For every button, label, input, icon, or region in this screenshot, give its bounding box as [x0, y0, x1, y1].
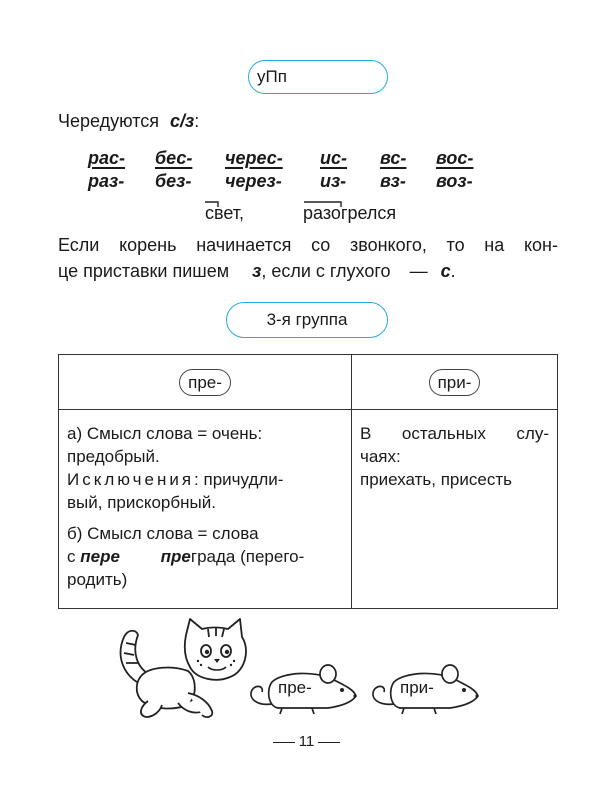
rule-line-2: [58, 258, 558, 284]
exceptions-text: : причудли-: [194, 470, 284, 489]
header-cell-pre: [59, 355, 352, 410]
prefix-mark-icon: [204, 201, 220, 227]
example-svet-rest: вет,: [214, 203, 245, 223]
mouse-pri-label: при-: [400, 678, 434, 697]
example-razogrelsya: [303, 200, 396, 226]
pri-rule-3: приехать, присесть: [360, 470, 512, 489]
prefix-voiced: воз-: [436, 171, 473, 191]
intro-text: Чередуются: [58, 111, 160, 131]
prefix-voiceless: рас-: [88, 148, 126, 168]
prefix-voiceless: ис-: [320, 148, 347, 168]
pre-rule-b3: родить): [67, 570, 128, 589]
rule-line-1: Если корень начинается со звонкого, то на кон-: [58, 235, 558, 255]
prefix-voiced: из-: [320, 171, 347, 191]
prefix-voiceless: вс-: [380, 148, 407, 168]
page-number: [0, 733, 613, 750]
example-razo-prefix: разо: [303, 203, 341, 223]
pri-rule-2: чаях:: [360, 447, 401, 466]
mouse-pre-label: пре-: [278, 678, 312, 697]
prefix-voiceless: черес-: [225, 148, 283, 168]
example-svet: [205, 200, 244, 226]
rule-dash: —: [409, 261, 428, 281]
pre-exceptions-2: вый, прискорбный.: [67, 493, 216, 512]
intro-colon: :: [194, 111, 200, 131]
pre-exceptions: [67, 468, 345, 491]
exceptions-label: Исключения: [67, 470, 195, 489]
cat-illustration: [112, 615, 252, 720]
prefix-rules-table: [58, 354, 558, 609]
pre-rule-b2-pere: пере: [80, 547, 120, 566]
intro-letters: с/з: [170, 111, 195, 131]
mouse-pre: [242, 660, 360, 720]
pre-rule-a1: а) Смысл слова = очень:: [67, 424, 263, 443]
prefix-voiced: вз-: [380, 171, 406, 191]
page-number-dash-right: [318, 742, 340, 743]
rule-line-2b: , если с глухого: [261, 261, 391, 281]
header-box: [248, 60, 388, 94]
group-3-box: [226, 302, 388, 338]
alternation-intro: [58, 108, 199, 134]
group-3-label: 3-я группа: [266, 310, 348, 329]
pre-rule-b2-pre: пре: [160, 547, 191, 566]
prefix-mark-icon: [303, 201, 345, 211]
pre-rule-a2: предобрый.: [67, 447, 160, 466]
header-box-label: уПп: [257, 67, 287, 86]
prefix-voiceless: вос-: [436, 148, 474, 168]
example-svet-prefix: с: [205, 203, 214, 223]
prefix-voiced: через-: [225, 171, 282, 191]
prefix-voiced: раз-: [88, 171, 125, 191]
page-number-value: 11: [298, 733, 315, 750]
header-cell-pri: [352, 355, 558, 410]
pre-rule-b1: б) Смысл слова = слова: [67, 524, 259, 543]
pre-rule-b2: [67, 545, 345, 568]
prefix-voiceless: бес-: [155, 148, 193, 168]
example-razo-rest: грелся: [340, 203, 397, 223]
rule-line-2a: це приставки пишем: [58, 261, 230, 281]
tag-pre: пре-: [179, 369, 231, 396]
cell-pre-rules: [59, 410, 352, 609]
pre-rule-b2-c: с: [67, 547, 76, 566]
rule-end: .: [450, 261, 456, 281]
pre-rule-b2-rest: града (перего-: [190, 547, 305, 566]
cell-pri-rules: [352, 410, 558, 609]
prefix-voiced: без-: [155, 171, 192, 191]
table-header-row: [59, 355, 558, 410]
table-body-row: [59, 410, 558, 609]
page-number-dash-left: [273, 742, 295, 743]
rule-letter-s: с: [440, 261, 451, 281]
rule-letter-z: з: [252, 261, 262, 281]
pri-rule-1: В остальных слу-: [360, 424, 549, 443]
tag-pri: при-: [429, 369, 481, 396]
mouse-pri: [364, 660, 482, 720]
